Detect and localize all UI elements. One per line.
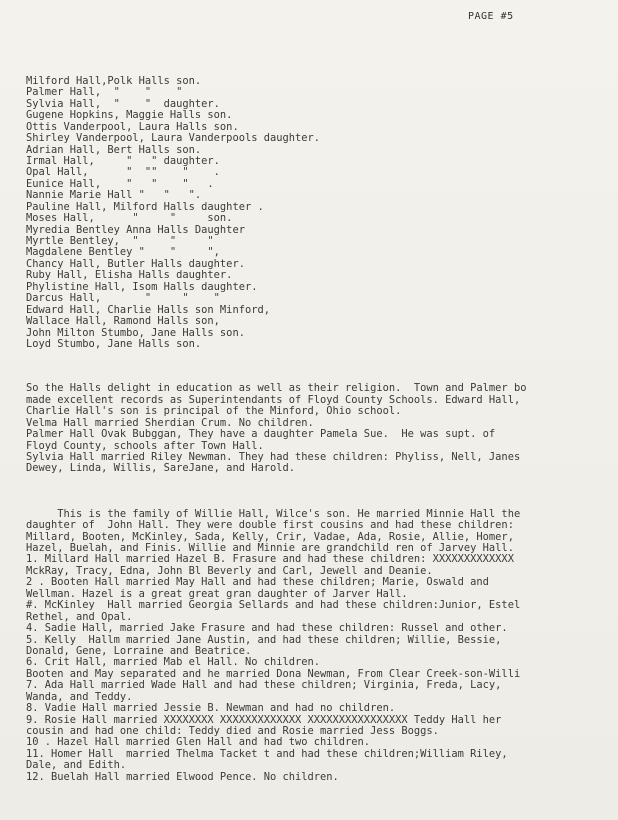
list-line: Palmer Hall, " " " xyxy=(26,86,183,99)
list-line: Loyd Stumbo, Jane Halls son. xyxy=(26,337,202,350)
document-body xyxy=(26,53,618,806)
list-line: Eunice Hall, " " " . xyxy=(26,177,214,190)
list-line: Irmal Hall, " " daughter. xyxy=(26,154,220,167)
list-line: Wallace Hall, Ramond Halls son, xyxy=(26,315,220,328)
list-line: Gugene Hopkins, Maggie Halls son. xyxy=(26,109,233,122)
text-line: daughter of John Hall. They were double first cousins and had these children: xyxy=(26,519,514,532)
list-line: Edward Hall, Charlie Halls son Minford, xyxy=(26,303,270,316)
text-line: 4. Sadie Hall, married Jake Frasure and had these children: Russel and other. xyxy=(26,622,508,635)
text-line: 8. Vadie Hall married Jessie B. Newman and had no children. xyxy=(26,702,396,715)
text-line: Booten and May separated and he married Dona Newman, From Clear Creek-son-Willi xyxy=(26,667,521,680)
education-paragraph xyxy=(26,383,618,475)
list-line: Sylvia Hall, " " daughter. xyxy=(26,97,220,110)
list-line: Opal Hall, " "" " . xyxy=(26,166,220,179)
list-line: Magdalene Bentley " " ", xyxy=(26,246,220,259)
list-line: Ruby Hall, Elisha Halls daughter. xyxy=(26,269,233,282)
text-line: Dale, and Edith. xyxy=(26,759,127,772)
text-line: Charlie Hall's son is principal of the Minford, Ohio school. xyxy=(26,405,402,418)
text-line: 7. Ada Hall married Wade Hall and had these children; Virginia, Freda, Lacy, xyxy=(26,679,502,692)
family-list xyxy=(26,76,618,351)
text-line: 1. Millard Hall married Hazel B. Frasure and had these children: XXXXXXXXXXXXX xyxy=(26,553,514,566)
text-line: Sylvia Hall married Riley Newman. They had these children: Phyliss, Nell, Janes xyxy=(26,450,521,463)
list-line: Nannie Marie Hall " " ". xyxy=(26,189,202,202)
list-line: Adrian Hall, Bert Halls son. xyxy=(26,143,202,156)
text-line: cousin and had one child: Teddy died and Rosie married Jess Boggs. xyxy=(26,725,439,738)
text-line: Donald, Gene, Lorraine and Beatrice. xyxy=(26,644,252,657)
list-line: Shirley Vanderpool, Laura Vanderpools daughter. xyxy=(26,132,321,145)
list-line: Myredia Bentley Anna Halls Daughter xyxy=(26,223,245,236)
list-line: Ottis Vanderpool, Laura Halls son. xyxy=(26,120,239,133)
text-line: Rethel, and Opal. xyxy=(26,610,133,623)
text-line: Dewey, Linda, Willis, SareJane, and Harold. xyxy=(26,462,295,475)
text-line: This is the family of Willie Hall, Wilce's son. He married Minnie Hall the xyxy=(26,507,521,520)
text-line: Palmer Hall Ovak Bubggan, They have a daughter Pamela Sue. He was supt. of xyxy=(26,428,496,441)
text-line: 5. Kelly Hallm married Jane Austin, and had these children; Willie, Bessie, xyxy=(26,633,502,646)
text-line: Velma Hall married Sherdian Crum. No children. xyxy=(26,416,314,429)
list-line: Milford Hall,Polk Halls son. xyxy=(26,74,202,87)
text-line: Hazel, Buelah, and Finis. Willie and Minnie are grandchild ren of Jarvey Hall. xyxy=(26,542,514,555)
list-line: Pauline Hall, Milford Halls daughter . xyxy=(26,200,264,213)
text-line: 10 . Hazel Hall married Glen Hall and had two children. xyxy=(26,736,371,749)
text-line: 6. Crit Hall, married Mab el Hall. No children. xyxy=(26,656,321,669)
willie-hall-family-paragraph xyxy=(26,509,618,784)
text-line: Floyd County, schools after Town Hall. xyxy=(26,439,264,452)
text-line: Wanda, and Teddy. xyxy=(26,690,133,703)
text-line: So the Halls delight in education as well as their religion. Town and Palmer bo xyxy=(26,382,527,395)
text-line: 11. Homer Hall married Thelma Tacket t and had these children;William Riley, xyxy=(26,747,508,760)
page-number: PAGE #5 xyxy=(468,11,514,22)
text-line: #. McKinley Hall married Georgia Sellards and had these children:Junior, Estel xyxy=(26,599,521,612)
text-line: 12. Buelah Hall married Elwood Pence. No children. xyxy=(26,770,339,783)
list-line: Chancy Hall, Butler Halls daughter. xyxy=(26,257,245,270)
text-line: Wellman. Hazel is a great great gran daughter of Jarver Hall. xyxy=(26,587,408,600)
text-line: MckRay, Tracy, Edna, John Bl Beverly and Carl, Jewell and Deanie. xyxy=(26,564,433,577)
list-line: Phylistine Hall, Isom Halls daughter. xyxy=(26,280,258,293)
list-line: Darcus Hall, " " " xyxy=(26,292,220,305)
text-line: 2 . Booten Hall married May Hall and had these children; Marie, Oswald and xyxy=(26,576,489,589)
list-line: Moses Hall, " " son. xyxy=(26,212,233,225)
list-line: Myrtle Bentley, " " " xyxy=(26,235,214,248)
text-line: Millard, Booten, McKinley, Sada, Kelly, Crir, Vadae, Ada, Rosie, Allie, Homer, xyxy=(26,530,514,543)
text-line: made excellent records as Superintendants of Floyd County Schools. Edward Hall, xyxy=(26,393,521,406)
text-line: 9. Rosie Hall married XXXXXXXX XXXXXXXXXXXXX XXXXXXXXXXXXXXXX Teddy Hall her xyxy=(26,713,502,726)
list-line: John Milton Stumbo, Jane Halls son. xyxy=(26,326,245,339)
